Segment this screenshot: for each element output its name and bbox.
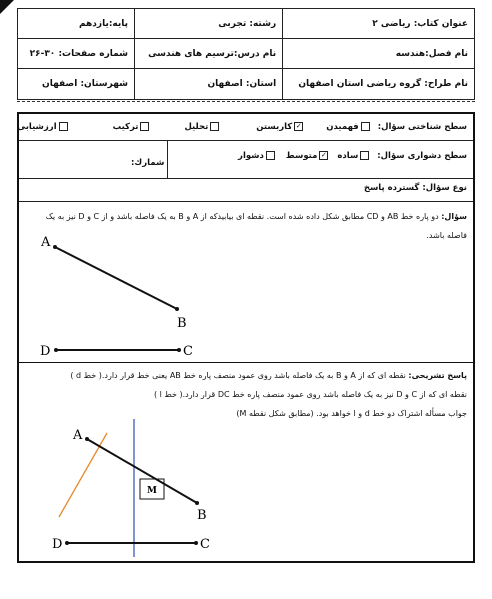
answer-label: پاسخ تشریحی: [408,371,467,380]
checkbox-hard[interactable] [266,151,275,160]
field-cell: رشته: تجربی [135,9,283,39]
question-text: دو پاره خط AB و CD مطابق شکل داده شده است. نقطه ای بیابیدکه از A و B به یک فاصله باشد و از C و D نیز به یک فاصله باشد. [45,212,467,240]
label-d: D [52,537,63,552]
header-table [17,8,475,99]
chapter-cell: نام فصل:هندسه [283,39,475,69]
row-divider [19,140,473,141]
dashed-divider [17,101,475,102]
book-title-cell: عنوان کتاب: ریاضی ۲ [283,9,475,39]
figure-segments [19,229,219,359]
cognitive-level-row [17,122,467,132]
city-cell: شهرستان: اصفهان [18,69,135,100]
difficulty-row [238,151,467,161]
label-b: B [197,508,207,523]
segment-ab [55,247,177,309]
checkbox-synthesis[interactable] [140,122,149,131]
answer-line-3: جواب مسأله اشتراک دو خط d و l خواهد بود. (مطابق شکل نقطه M) [236,409,467,418]
point-d [65,541,69,545]
point-a [85,437,89,441]
question-type: نوع سؤال: گسترده پاسخ [363,183,467,193]
checkbox-analyze[interactable] [210,122,219,131]
number-cell-divider [167,140,168,178]
checkbox-simple[interactable] [360,151,369,160]
label-c: C [200,537,210,552]
point-c [177,348,181,352]
option-apply: کاربستن [256,122,293,132]
option-evaluate: ارزشیابی [17,122,57,132]
question-box [17,112,475,563]
row-divider [19,201,473,202]
grade-cell: پایه:یازدهم [18,9,135,39]
answer-block [25,366,467,423]
option-medium: متوسط [285,151,318,161]
point-c [194,541,198,545]
point-b [175,307,179,311]
province-cell: استان: اصفهان [135,69,283,100]
point-a [53,245,57,249]
number-label: شمارك: [131,158,165,168]
label-b: B [177,316,187,331]
label-d: D [40,344,51,359]
answer-line-1-text: نقطه ای که از A و B به یک فاصله باشد روی عمود منصف پاره خط AB یعنی خط قرار دارد.( خط d ) [70,371,406,380]
checkbox-understand[interactable] [361,122,370,131]
cognitive-label: سطح شناختی سؤال: [377,122,467,132]
checkbox-evaluate[interactable] [59,122,68,131]
page-numbers-cell: شماره صفحات: ۳۰-۲۶ [18,39,135,69]
answer-line-2: نقطه ای که از C و D نیز به یک فاصله باشد روی عمود منصف پاره خط DC قرار دارد.( خط l ) [153,390,467,399]
option-synthesis: ترکیب [112,122,139,132]
answer-divider [19,362,473,363]
segment-ab [87,439,197,503]
question-label: سؤال: [441,212,467,221]
figure-solution [19,419,239,559]
point-d [54,348,58,352]
option-simple: ساده [337,151,359,161]
designer-cell: نام طراح: گروه ریاضی استان اصفهان [283,69,475,100]
point-b [195,501,199,505]
checkbox-apply[interactable]: ✓ [295,122,302,130]
corner-mark [0,0,14,14]
lesson-cell: نام درس:ترسیم های هندسی [135,39,283,69]
label-a: A [41,235,51,250]
row-divider [19,178,473,179]
label-a: A [73,428,83,443]
label-c: C [183,344,193,359]
checkbox-medium[interactable]: ✓ [320,151,327,159]
answer-line-1 [25,366,467,385]
option-hard: دشوار [238,151,264,161]
label-m: M [147,486,157,496]
difficulty-label: سطح دشواری سؤال: [377,151,467,161]
option-analyze: تحلیل [184,122,209,132]
option-understand: فهمیدن [326,122,359,132]
